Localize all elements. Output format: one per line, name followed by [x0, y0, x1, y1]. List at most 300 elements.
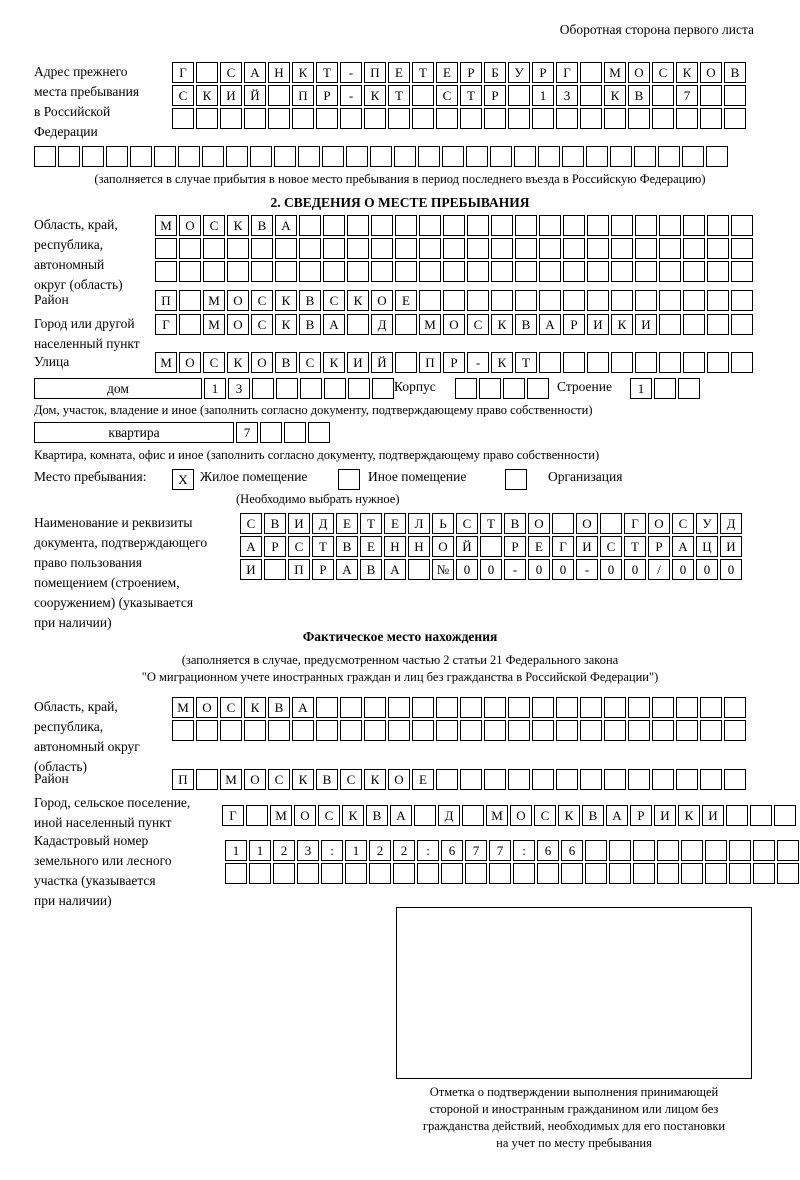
- prev-address-char-cell[interactable]: П: [292, 85, 314, 106]
- cadastral-char-cell[interactable]: 2: [369, 840, 391, 861]
- region-char-cell[interactable]: [659, 238, 681, 259]
- prev-address-char-cell[interactable]: [412, 108, 434, 129]
- doc-char-cell[interactable]: Г: [624, 513, 646, 534]
- actual-district-char-cell[interactable]: [604, 769, 626, 790]
- city-char-cell[interactable]: О: [227, 314, 249, 335]
- region-char-cell[interactable]: [419, 215, 441, 236]
- doc-char-cell[interactable]: Д: [312, 513, 334, 534]
- district-char-cell[interactable]: С: [251, 290, 273, 311]
- doc-char-cell[interactable]: Н: [408, 536, 430, 557]
- city-char-cell[interactable]: И: [635, 314, 657, 335]
- prev-address-char-cell[interactable]: О: [628, 62, 650, 83]
- region-char-cell[interactable]: [323, 238, 345, 259]
- korpus-char-cell[interactable]: [479, 378, 501, 399]
- prev-address-char-cell[interactable]: [556, 108, 578, 129]
- doc-char-cell[interactable]: И: [720, 536, 742, 557]
- prev-address-char-cell[interactable]: [340, 108, 362, 129]
- prev-address-char-cell[interactable]: [268, 108, 290, 129]
- actual-region-char-cell[interactable]: К: [244, 697, 266, 718]
- flat-cells[interactable]: [236, 422, 332, 445]
- region-char-cell[interactable]: О: [179, 215, 201, 236]
- doc-char-cell[interactable]: С: [456, 513, 478, 534]
- region-char-cell[interactable]: [227, 261, 249, 282]
- prev-address-extra-char-cell[interactable]: [706, 146, 728, 167]
- prev-address-extra-char-cell[interactable]: [658, 146, 680, 167]
- prev-address-extra-char-cell[interactable]: [610, 146, 632, 167]
- region-char-cell[interactable]: [443, 238, 465, 259]
- prev-address-char-cell[interactable]: [724, 85, 746, 106]
- actual-region-char-cell[interactable]: [676, 720, 698, 741]
- actual-region-char-cell[interactable]: [700, 720, 722, 741]
- prev-address-char-cell[interactable]: К: [364, 85, 386, 106]
- actual-region-char-cell[interactable]: [364, 697, 386, 718]
- street-char-cell[interactable]: [395, 352, 417, 373]
- district-char-cell[interactable]: К: [275, 290, 297, 311]
- actual-region-char-cell[interactable]: [388, 720, 410, 741]
- doc-char-cell[interactable]: О: [648, 513, 670, 534]
- actual-district-char-cell[interactable]: [628, 769, 650, 790]
- doc-char-cell[interactable]: А: [240, 536, 262, 557]
- district-char-cell[interactable]: К: [347, 290, 369, 311]
- city-char-cell[interactable]: [347, 314, 369, 335]
- actual-district-char-cell[interactable]: О: [244, 769, 266, 790]
- district-char-cell[interactable]: [563, 290, 585, 311]
- prev-address-char-cell[interactable]: Н: [268, 62, 290, 83]
- street-char-cell[interactable]: [731, 352, 753, 373]
- actual-region-char-cell[interactable]: [532, 697, 554, 718]
- doc-char-cell[interactable]: В: [264, 513, 286, 534]
- korpus-char-cell[interactable]: [455, 378, 477, 399]
- actual-region-char-cell[interactable]: [484, 720, 506, 741]
- region-char-cell[interactable]: [179, 261, 201, 282]
- actual-city-char-cell[interactable]: [414, 805, 436, 826]
- prev-address-extra-char-cell[interactable]: [202, 146, 224, 167]
- flat-char-cell[interactable]: 7: [236, 422, 258, 443]
- region-char-cell[interactable]: [683, 238, 705, 259]
- city-char-cell[interactable]: А: [539, 314, 561, 335]
- doc-char-cell[interactable]: С: [672, 513, 694, 534]
- doc-char-cell[interactable]: 0: [696, 559, 718, 580]
- district-char-cell[interactable]: [683, 290, 705, 311]
- region-char-cell[interactable]: [635, 261, 657, 282]
- doc-cells[interactable]: [240, 513, 744, 582]
- actual-city-char-cell[interactable]: Д: [438, 805, 460, 826]
- prev-address-char-cell[interactable]: С: [172, 85, 194, 106]
- prev-address-extra-char-cell[interactable]: [490, 146, 512, 167]
- actual-region-char-cell[interactable]: [460, 720, 482, 741]
- actual-region-char-cell[interactable]: [484, 697, 506, 718]
- region-char-cell[interactable]: [515, 238, 537, 259]
- cadastral-char-cell[interactable]: [657, 863, 679, 884]
- region-char-cell[interactable]: [275, 261, 297, 282]
- prev-address-char-cell[interactable]: У: [508, 62, 530, 83]
- district-char-cell[interactable]: [635, 290, 657, 311]
- region-char-cell[interactable]: [371, 261, 393, 282]
- actual-region-char-cell[interactable]: [316, 697, 338, 718]
- actual-city-char-cell[interactable]: О: [510, 805, 532, 826]
- actual-region-char-cell[interactable]: С: [220, 697, 242, 718]
- street-char-cell[interactable]: С: [203, 352, 225, 373]
- region-char-cell[interactable]: [467, 215, 489, 236]
- prev-address-char-cell[interactable]: С: [220, 62, 242, 83]
- actual-region-char-cell[interactable]: [460, 697, 482, 718]
- stroenie-char-cell[interactable]: [678, 378, 700, 399]
- prev-address-char-cell[interactable]: Г: [172, 62, 194, 83]
- flat-char-cell[interactable]: [260, 422, 282, 443]
- house-char-cell[interactable]: 3: [228, 378, 250, 399]
- region-char-cell[interactable]: [611, 215, 633, 236]
- actual-city-char-cell[interactable]: О: [294, 805, 316, 826]
- prev-address-char-cell[interactable]: [604, 108, 626, 129]
- region-char-cell[interactable]: [299, 215, 321, 236]
- prev-address-char-cell[interactable]: Р: [484, 85, 506, 106]
- district-char-cell[interactable]: [611, 290, 633, 311]
- prev-address-extra-char-cell[interactable]: [298, 146, 320, 167]
- prev-address-extra-char-cell[interactable]: [370, 146, 392, 167]
- doc-char-cell[interactable]: [264, 559, 286, 580]
- region-char-cell[interactable]: [659, 215, 681, 236]
- doc-char-cell[interactable]: П: [288, 559, 310, 580]
- actual-city-char-cell[interactable]: Р: [630, 805, 652, 826]
- prev-address-char-cell[interactable]: [196, 62, 218, 83]
- actual-district-char-cell[interactable]: П: [172, 769, 194, 790]
- region-char-cell[interactable]: [491, 215, 513, 236]
- street-char-cell[interactable]: М: [155, 352, 177, 373]
- region-char-cell[interactable]: [659, 261, 681, 282]
- actual-district-char-cell[interactable]: [484, 769, 506, 790]
- district-char-cell[interactable]: [659, 290, 681, 311]
- prev-address-char-cell[interactable]: -: [340, 85, 362, 106]
- checkbox-zhiloe[interactable]: X: [172, 469, 194, 490]
- street-char-cell[interactable]: Т: [515, 352, 537, 373]
- actual-city-char-cell[interactable]: М: [486, 805, 508, 826]
- actual-district-char-cell[interactable]: К: [292, 769, 314, 790]
- street-char-cell[interactable]: [707, 352, 729, 373]
- district-char-cell[interactable]: С: [323, 290, 345, 311]
- actual-region-char-cell[interactable]: [316, 720, 338, 741]
- doc-char-cell[interactable]: Е: [360, 536, 382, 557]
- city-char-cell[interactable]: К: [611, 314, 633, 335]
- region-char-cell[interactable]: [347, 238, 369, 259]
- actual-district-char-cell[interactable]: С: [340, 769, 362, 790]
- prev-address-char-cell[interactable]: -: [340, 62, 362, 83]
- prev-address-char-cell[interactable]: [436, 108, 458, 129]
- region-char-cell[interactable]: [587, 261, 609, 282]
- doc-char-cell[interactable]: А: [672, 536, 694, 557]
- region-char-cell[interactable]: [467, 261, 489, 282]
- cadastral-char-cell[interactable]: [369, 863, 391, 884]
- korpus-cells[interactable]: [455, 378, 551, 401]
- actual-region-char-cell[interactable]: О: [196, 697, 218, 718]
- prev-address-extra-char-cell[interactable]: [634, 146, 656, 167]
- prev-address-extra-char-cell[interactable]: [178, 146, 200, 167]
- city-char-cell[interactable]: Д: [371, 314, 393, 335]
- actual-region-char-cell[interactable]: [580, 720, 602, 741]
- prev-address-char-cell[interactable]: [580, 85, 602, 106]
- actual-region-char-cell[interactable]: [604, 720, 626, 741]
- region-char-cell[interactable]: [251, 261, 273, 282]
- prev-address-cells[interactable]: [172, 62, 748, 131]
- prev-address-char-cell[interactable]: 3: [556, 85, 578, 106]
- region-char-cell[interactable]: [155, 238, 177, 259]
- doc-char-cell[interactable]: Р: [504, 536, 526, 557]
- actual-region-char-cell[interactable]: [508, 720, 530, 741]
- actual-region-char-cell[interactable]: [364, 720, 386, 741]
- doc-char-cell[interactable]: [408, 559, 430, 580]
- doc-char-cell[interactable]: Ь: [432, 513, 454, 534]
- street-char-cell[interactable]: Р: [443, 352, 465, 373]
- region-char-cell[interactable]: [227, 238, 249, 259]
- region-char-cell[interactable]: К: [227, 215, 249, 236]
- actual-region-char-cell[interactable]: [412, 720, 434, 741]
- district-char-cell[interactable]: [419, 290, 441, 311]
- prev-address-extra-char-cell[interactable]: [130, 146, 152, 167]
- actual-city-char-cell[interactable]: Г: [222, 805, 244, 826]
- actual-region-char-cell[interactable]: [340, 697, 362, 718]
- prev-address-extra-char-cell[interactable]: [538, 146, 560, 167]
- actual-district-char-cell[interactable]: В: [316, 769, 338, 790]
- doc-char-cell[interactable]: [600, 513, 622, 534]
- street-cells[interactable]: [155, 352, 755, 375]
- doc-char-cell[interactable]: Л: [408, 513, 430, 534]
- actual-district-char-cell[interactable]: [532, 769, 554, 790]
- doc-char-cell[interactable]: 0: [456, 559, 478, 580]
- actual-region-char-cell[interactable]: [436, 697, 458, 718]
- prev-address-extra-char-cell[interactable]: [106, 146, 128, 167]
- region-char-cell[interactable]: [203, 238, 225, 259]
- actual-district-char-cell[interactable]: С: [268, 769, 290, 790]
- actual-district-char-cell[interactable]: [436, 769, 458, 790]
- district-char-cell[interactable]: О: [371, 290, 393, 311]
- house-char-cell[interactable]: [276, 378, 298, 399]
- district-char-cell[interactable]: П: [155, 290, 177, 311]
- prev-address-extra-char-cell[interactable]: [250, 146, 272, 167]
- prev-address-extra-char-cell[interactable]: [562, 146, 584, 167]
- district-char-cell[interactable]: В: [299, 290, 321, 311]
- region-char-cell[interactable]: [323, 215, 345, 236]
- street-char-cell[interactable]: В: [275, 352, 297, 373]
- prev-address-char-cell[interactable]: К: [604, 85, 626, 106]
- actual-city-char-cell[interactable]: [462, 805, 484, 826]
- region-char-cell[interactable]: [155, 261, 177, 282]
- korpus-char-cell[interactable]: [527, 378, 549, 399]
- doc-char-cell[interactable]: 0: [528, 559, 550, 580]
- actual-city-char-cell[interactable]: [774, 805, 796, 826]
- cadastral-char-cell[interactable]: [729, 863, 751, 884]
- region-char-cell[interactable]: [443, 261, 465, 282]
- city-cells[interactable]: [155, 314, 755, 337]
- city-char-cell[interactable]: К: [275, 314, 297, 335]
- actual-city-char-cell[interactable]: В: [366, 805, 388, 826]
- prev-address-extra-char-cell[interactable]: [682, 146, 704, 167]
- cadastral-char-cell[interactable]: [249, 863, 271, 884]
- house-char-cell[interactable]: [252, 378, 274, 399]
- prev-address-char-cell[interactable]: Г: [556, 62, 578, 83]
- doc-char-cell[interactable]: -: [504, 559, 526, 580]
- cadastral-char-cell[interactable]: :: [513, 840, 535, 861]
- actual-city-cells[interactable]: [222, 805, 798, 828]
- prev-address-char-cell[interactable]: [532, 108, 554, 129]
- street-char-cell[interactable]: К: [227, 352, 249, 373]
- prev-address-char-cell[interactable]: Т: [460, 85, 482, 106]
- cadastral-char-cell[interactable]: [633, 840, 655, 861]
- region-char-cell[interactable]: А: [275, 215, 297, 236]
- city-char-cell[interactable]: [707, 314, 729, 335]
- actual-district-char-cell[interactable]: К: [364, 769, 386, 790]
- prev-address-char-cell[interactable]: С: [652, 62, 674, 83]
- region-char-cell[interactable]: [587, 215, 609, 236]
- city-char-cell[interactable]: Р: [563, 314, 585, 335]
- city-char-cell[interactable]: [683, 314, 705, 335]
- actual-district-char-cell[interactable]: [556, 769, 578, 790]
- cadastral-char-cell[interactable]: [777, 840, 799, 861]
- prev-address-char-cell[interactable]: К: [676, 62, 698, 83]
- prev-address-char-cell[interactable]: [628, 108, 650, 129]
- street-char-cell[interactable]: [563, 352, 585, 373]
- doc-char-cell[interactable]: О: [576, 513, 598, 534]
- prev-address-char-cell[interactable]: [676, 108, 698, 129]
- house-char-cell[interactable]: 1: [204, 378, 226, 399]
- prev-address-char-cell[interactable]: [412, 85, 434, 106]
- actual-district-char-cell[interactable]: [676, 769, 698, 790]
- street-char-cell[interactable]: [539, 352, 561, 373]
- region-char-cell[interactable]: [443, 215, 465, 236]
- prev-address-char-cell[interactable]: Е: [436, 62, 458, 83]
- actual-region-char-cell[interactable]: [388, 697, 410, 718]
- city-char-cell[interactable]: В: [299, 314, 321, 335]
- street-char-cell[interactable]: П: [419, 352, 441, 373]
- prev-address-char-cell[interactable]: [364, 108, 386, 129]
- doc-char-cell[interactable]: В: [504, 513, 526, 534]
- actual-district-char-cell[interactable]: О: [388, 769, 410, 790]
- prev-address-char-cell[interactable]: [700, 85, 722, 106]
- street-char-cell[interactable]: И: [347, 352, 369, 373]
- actual-city-char-cell[interactable]: И: [654, 805, 676, 826]
- cadastral-char-cell[interactable]: [321, 863, 343, 884]
- street-char-cell[interactable]: К: [323, 352, 345, 373]
- prev-address-extra-char-cell[interactable]: [418, 146, 440, 167]
- city-char-cell[interactable]: [731, 314, 753, 335]
- doc-char-cell[interactable]: 0: [480, 559, 502, 580]
- prev-address-char-cell[interactable]: [268, 85, 290, 106]
- street-char-cell[interactable]: [635, 352, 657, 373]
- doc-char-cell[interactable]: С: [288, 536, 310, 557]
- cadastral-char-cell[interactable]: [681, 863, 703, 884]
- doc-char-cell[interactable]: Н: [384, 536, 406, 557]
- region-char-cell[interactable]: [731, 215, 753, 236]
- region-char-cell[interactable]: [731, 261, 753, 282]
- street-char-cell[interactable]: [659, 352, 681, 373]
- cadastral-char-cell[interactable]: 7: [489, 840, 511, 861]
- house-char-cell[interactable]: [324, 378, 346, 399]
- doc-char-cell[interactable]: И: [288, 513, 310, 534]
- actual-region-char-cell[interactable]: [556, 697, 578, 718]
- cadastral-char-cell[interactable]: [441, 863, 463, 884]
- district-char-cell[interactable]: [467, 290, 489, 311]
- city-char-cell[interactable]: С: [467, 314, 489, 335]
- actual-city-char-cell[interactable]: А: [390, 805, 412, 826]
- street-char-cell[interactable]: [587, 352, 609, 373]
- region-char-cell[interactable]: [683, 261, 705, 282]
- actual-region-char-cell[interactable]: [532, 720, 554, 741]
- region-char-cell[interactable]: [371, 238, 393, 259]
- region-char-cell[interactable]: [203, 261, 225, 282]
- region-char-cell[interactable]: [635, 215, 657, 236]
- actual-city-char-cell[interactable]: [246, 805, 268, 826]
- doc-char-cell[interactable]: Р: [648, 536, 670, 557]
- cadastral-char-cell[interactable]: [681, 840, 703, 861]
- region-char-cell[interactable]: [707, 215, 729, 236]
- cadastral-char-cell[interactable]: [777, 863, 799, 884]
- region-char-cell[interactable]: [347, 261, 369, 282]
- actual-district-char-cell[interactable]: [580, 769, 602, 790]
- cadastral-char-cell[interactable]: [657, 840, 679, 861]
- region-char-cell[interactable]: [683, 215, 705, 236]
- prev-address-extra-cells[interactable]: [34, 146, 730, 169]
- prev-address-char-cell[interactable]: В: [724, 62, 746, 83]
- doc-char-cell[interactable]: [480, 536, 502, 557]
- doc-char-cell[interactable]: Г: [552, 536, 574, 557]
- district-char-cell[interactable]: [731, 290, 753, 311]
- cadastral-char-cell[interactable]: 2: [273, 840, 295, 861]
- prev-address-extra-char-cell[interactable]: [346, 146, 368, 167]
- region-char-cell[interactable]: [563, 238, 585, 259]
- actual-city-char-cell[interactable]: В: [582, 805, 604, 826]
- cadastral-char-cell[interactable]: 1: [249, 840, 271, 861]
- prev-address-char-cell[interactable]: 1: [532, 85, 554, 106]
- actual-region-char-cell[interactable]: [556, 720, 578, 741]
- doc-char-cell[interactable]: [552, 513, 574, 534]
- doc-char-cell[interactable]: Е: [528, 536, 550, 557]
- cadastral-char-cell[interactable]: [585, 863, 607, 884]
- street-char-cell[interactable]: Й: [371, 352, 393, 373]
- actual-region-char-cell[interactable]: [412, 697, 434, 718]
- doc-char-cell[interactable]: У: [696, 513, 718, 534]
- region-char-cell[interactable]: [707, 261, 729, 282]
- cadastral-char-cell[interactable]: 2: [393, 840, 415, 861]
- doc-char-cell[interactable]: 0: [672, 559, 694, 580]
- region-char-cell[interactable]: [371, 215, 393, 236]
- actual-region-char-cell[interactable]: [652, 697, 674, 718]
- region-char-cell[interactable]: [395, 215, 417, 236]
- actual-city-char-cell[interactable]: К: [678, 805, 700, 826]
- street-char-cell[interactable]: О: [179, 352, 201, 373]
- actual-district-char-cell[interactable]: [724, 769, 746, 790]
- cadastral-char-cell[interactable]: [609, 840, 631, 861]
- actual-city-char-cell[interactable]: А: [606, 805, 628, 826]
- cadastral-cells[interactable]: [225, 840, 800, 886]
- doc-char-cell[interactable]: Ц: [696, 536, 718, 557]
- doc-char-cell[interactable]: Е: [384, 513, 406, 534]
- actual-region-char-cell[interactable]: [724, 720, 746, 741]
- cadastral-char-cell[interactable]: [489, 863, 511, 884]
- region-char-cell[interactable]: [323, 261, 345, 282]
- prev-address-extra-char-cell[interactable]: [58, 146, 80, 167]
- actual-city-char-cell[interactable]: К: [558, 805, 580, 826]
- prev-address-char-cell[interactable]: Т: [412, 62, 434, 83]
- prev-address-char-cell[interactable]: П: [364, 62, 386, 83]
- checkbox-inoe[interactable]: [338, 469, 360, 490]
- prev-address-char-cell[interactable]: Р: [460, 62, 482, 83]
- doc-char-cell[interactable]: 0: [552, 559, 574, 580]
- district-char-cell[interactable]: [707, 290, 729, 311]
- region-char-cell[interactable]: [251, 238, 273, 259]
- city-char-cell[interactable]: [179, 314, 201, 335]
- district-char-cell[interactable]: [539, 290, 561, 311]
- house-char-cell[interactable]: [348, 378, 370, 399]
- region-char-cell[interactable]: [299, 238, 321, 259]
- actual-region-char-cell[interactable]: [676, 697, 698, 718]
